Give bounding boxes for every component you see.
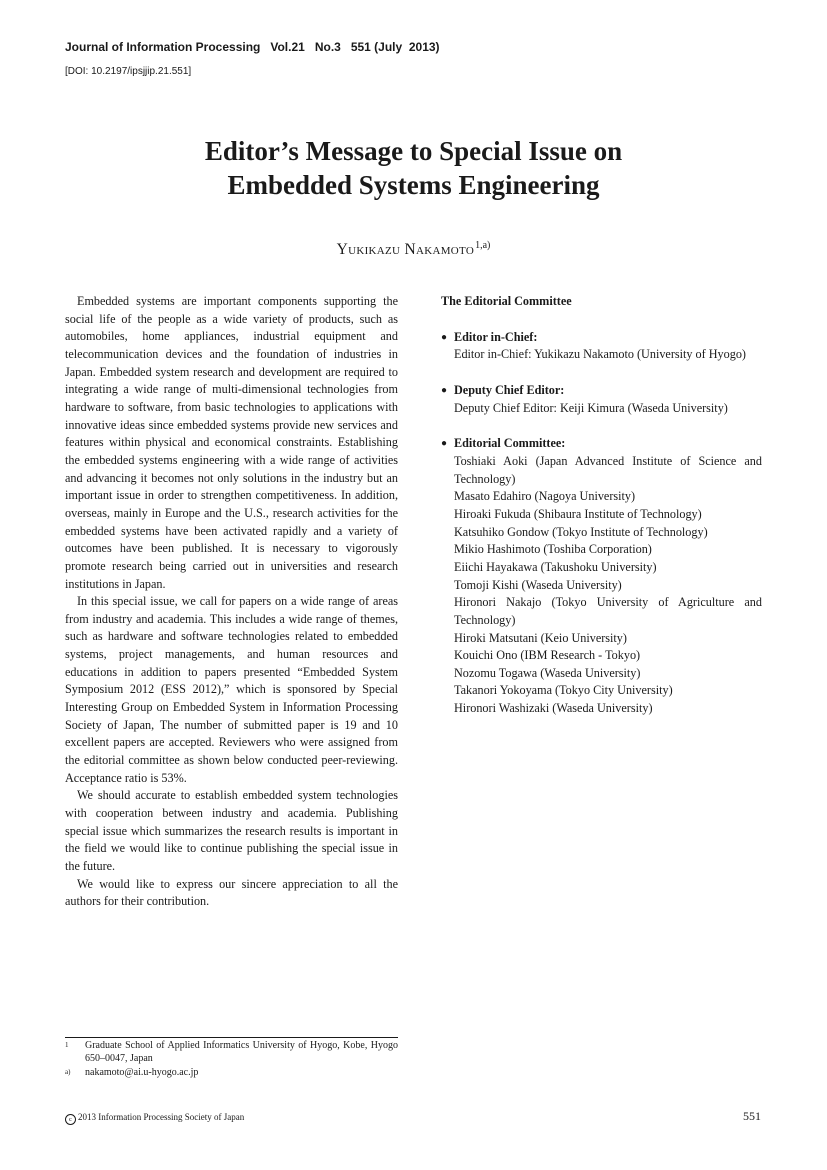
footnote-mark: a): [65, 1068, 71, 1076]
role-deputy-chief-editor: [441, 382, 762, 417]
footnote-text: nakamoto@ai.u-hyogo.ac.jp: [85, 1067, 199, 1078]
bullet-icon: ●: [441, 384, 448, 396]
member-entry: Tomoji Kishi (Waseda University): [454, 577, 622, 592]
member-entry: Hiroaki Fukuda (Shibaura Institute of Technology): [454, 506, 702, 521]
doi-line: [DOI: 10.2197/ipsjjip.21.551]: [65, 66, 192, 77]
bullet-icon: ●: [441, 438, 448, 450]
editorial-committee-section: [441, 293, 762, 736]
body-paragraph-1: Embedded systems are important components supporting the social life of the people as a wide variety of products, such as automobiles, home appliances, industrial equipment and telecommunication devices and the foundation of industries in Japan. Embedded system research and development are required to integrating a wide range of multi-dimensional technologies from hardware to software, from basic technologies to applications with innovative ideas since embedded systems provide new services and features within physical and economical constraints. Establishing the embedded systems engineering with a wide range of activities and advancing it becomes not only solutions in the industry but an important issue in order to strengthen competitiveness. In addition, overseas, mainly in Europe and the U.S., research activities for the embedded systems have been activated rapidly and a variety of outcomes have been published. It is necessary to vigorously promote research being carried out in universities and research institutions in Japan.: [65, 294, 398, 591]
author-name: Yukikazu Nakamoto: [336, 241, 475, 258]
role-editor-in-chief: [441, 329, 762, 364]
footnote-text: Graduate School of Applied Informatics University of Hyogo, Kobe, Hyogo 650–0047, Japan: [85, 1040, 398, 1064]
member-entry: Eiichi Hayakawa (Takushoku University): [454, 559, 657, 574]
member-entry: Mikio Hashimoto (Toshiba Corporation): [454, 542, 652, 557]
title-line-1: Editor’s Message to Special Issue on: [204, 136, 623, 166]
body-paragraph-4: We would like to express our sincere appreciation to all the authors for their contribution.: [65, 876, 398, 909]
footnote-mark: 1: [65, 1041, 69, 1049]
footnotes: [65, 1040, 398, 1082]
role-label: Deputy Chief Editor:: [454, 382, 565, 397]
member-entry: Editor in-Chief: Yukikazu Nakamoto (University of Hyogo): [454, 347, 746, 362]
author-affiliation-marks: 1,a): [475, 240, 491, 251]
journal-header: Journal of Information Processing Vol.21 No.3 551 (July 2013): [65, 40, 440, 54]
committee-heading: The Editorial Committee: [441, 294, 572, 308]
body-column: [65, 293, 398, 911]
footnote-divider: [65, 1037, 398, 1038]
member-entry: Nozomu Togawa (Waseda University): [454, 665, 641, 680]
copyright-text: 2013 Information Processing Society of Japan: [78, 1112, 245, 1122]
member-entry: Toshiaki Aoki (Japan Advanced Institute of Science and Technology): [454, 453, 762, 486]
member-entry: Hironori Nakajo (Tokyo University of Agriculture and Technology): [454, 595, 762, 627]
copyright-icon: c: [65, 1114, 76, 1125]
role-editorial-committee: [441, 435, 762, 718]
member-entry: Deputy Chief Editor: Keiji Kimura (Waseda University): [454, 400, 728, 415]
footnote-affiliation: [65, 1040, 398, 1065]
role-label: Editor in-Chief:: [454, 329, 538, 344]
body-paragraph-3: We should accurate to establish embedded system technologies with cooperation between industry and academia. Publishing special issue which summarizes the research results is important in the field we would like to continue publishing the special issue in the future.: [65, 788, 398, 873]
body-paragraph-2: In this special issue, we call for papers on a wide range of areas from industry and academia. This includes a wide range of themes, such as hardware and software technologies related to embedded systems, project managements, and human resources and educations in addition to papers presented “Embedded System Symposium 2012 (ESS 2012),” which is sponsored by Special Interesting Group on Embedded System in Information Processing Society of Japan, The number of submitted paper is 19 and 10 excellent papers are accepted. Reviewers who were assigned from the editorial committee as shown below conducted peer-reviewing. Acceptance ratio is 53%.: [65, 594, 398, 785]
page-number: 551: [743, 1109, 761, 1123]
role-label: Editorial Committee:: [454, 436, 566, 451]
member-entry: Takanori Yokoyama (Tokyo City University): [454, 683, 673, 698]
member-entry: Kouichi Ono (IBM Research - Tokyo): [454, 648, 641, 663]
member-entry: Masato Edahiro (Nagoya University): [454, 489, 636, 504]
member-entry: Hironori Washizaki (Waseda University): [454, 701, 653, 716]
author-line: [0, 240, 827, 259]
paper-title: [0, 134, 827, 202]
member-entry: Katsuhiko Gondow (Tokyo Institute of Technology): [454, 524, 708, 539]
footnote-email: [65, 1067, 398, 1080]
member-entry: Hiroki Matsutani (Keio University): [454, 630, 627, 645]
footer-copyright: [65, 1112, 244, 1125]
title-line-2: Embedded Systems Engineering: [227, 170, 600, 200]
bullet-icon: ●: [441, 331, 448, 343]
